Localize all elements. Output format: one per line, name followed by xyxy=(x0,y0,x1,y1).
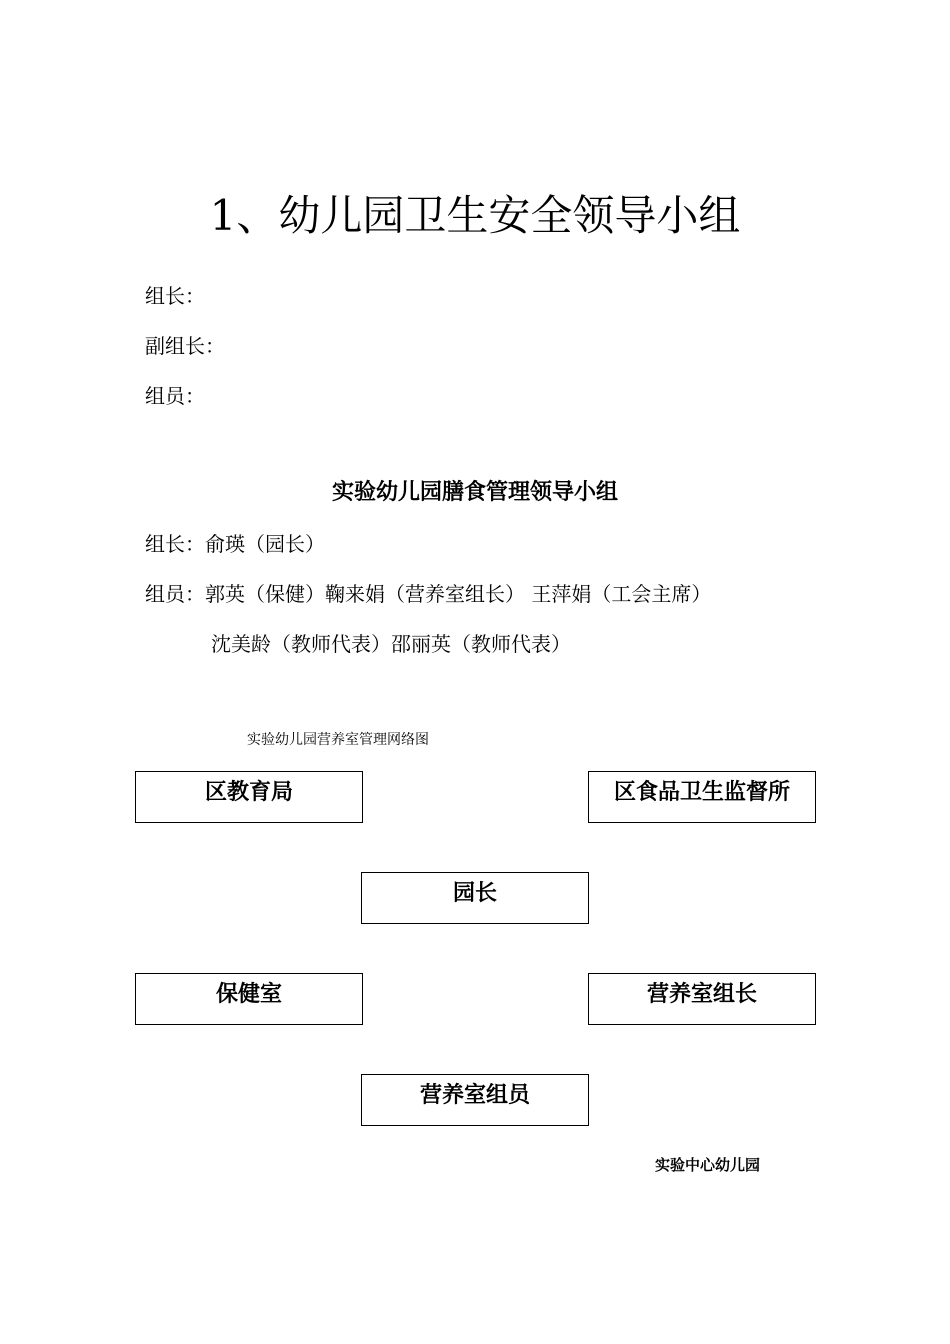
org-box-health-room: 保健室 xyxy=(135,973,363,1025)
page-title: 1、幼儿园卫生安全领导小组 xyxy=(209,191,741,240)
catering-group-members-line-continued: 沈美龄（教师代表）邵丽英（教师代表） xyxy=(211,632,571,656)
footer-organization: 实验中心幼儿园 xyxy=(655,1156,761,1174)
catering-group-members-line: 组员：郭英（保健）鞠来娟（营养室组长） 王萍娟（工会主席） xyxy=(145,582,712,606)
org-box-food-hygiene-office: 区食品卫生监督所 xyxy=(588,771,816,823)
org-box-nutrition-leader: 营养室组长 xyxy=(588,973,816,1025)
catering-group-leader-line: 组长：俞瑛（园长） xyxy=(145,532,325,556)
org-box-education-bureau: 区教育局 xyxy=(135,771,363,823)
safety-group-members-label: 组员： xyxy=(145,384,205,408)
catering-group-title: 实验幼儿园膳食管理领导小组 xyxy=(331,480,618,505)
safety-group-leader-label: 组长： xyxy=(145,284,205,308)
safety-group-deputy-label: 副组长： xyxy=(145,334,225,358)
network-chart-caption: 实验幼儿园营养室管理网络图 xyxy=(247,732,429,748)
org-box-principal: 园长 xyxy=(361,872,589,924)
org-box-nutrition-members: 营养室组员 xyxy=(361,1074,589,1126)
